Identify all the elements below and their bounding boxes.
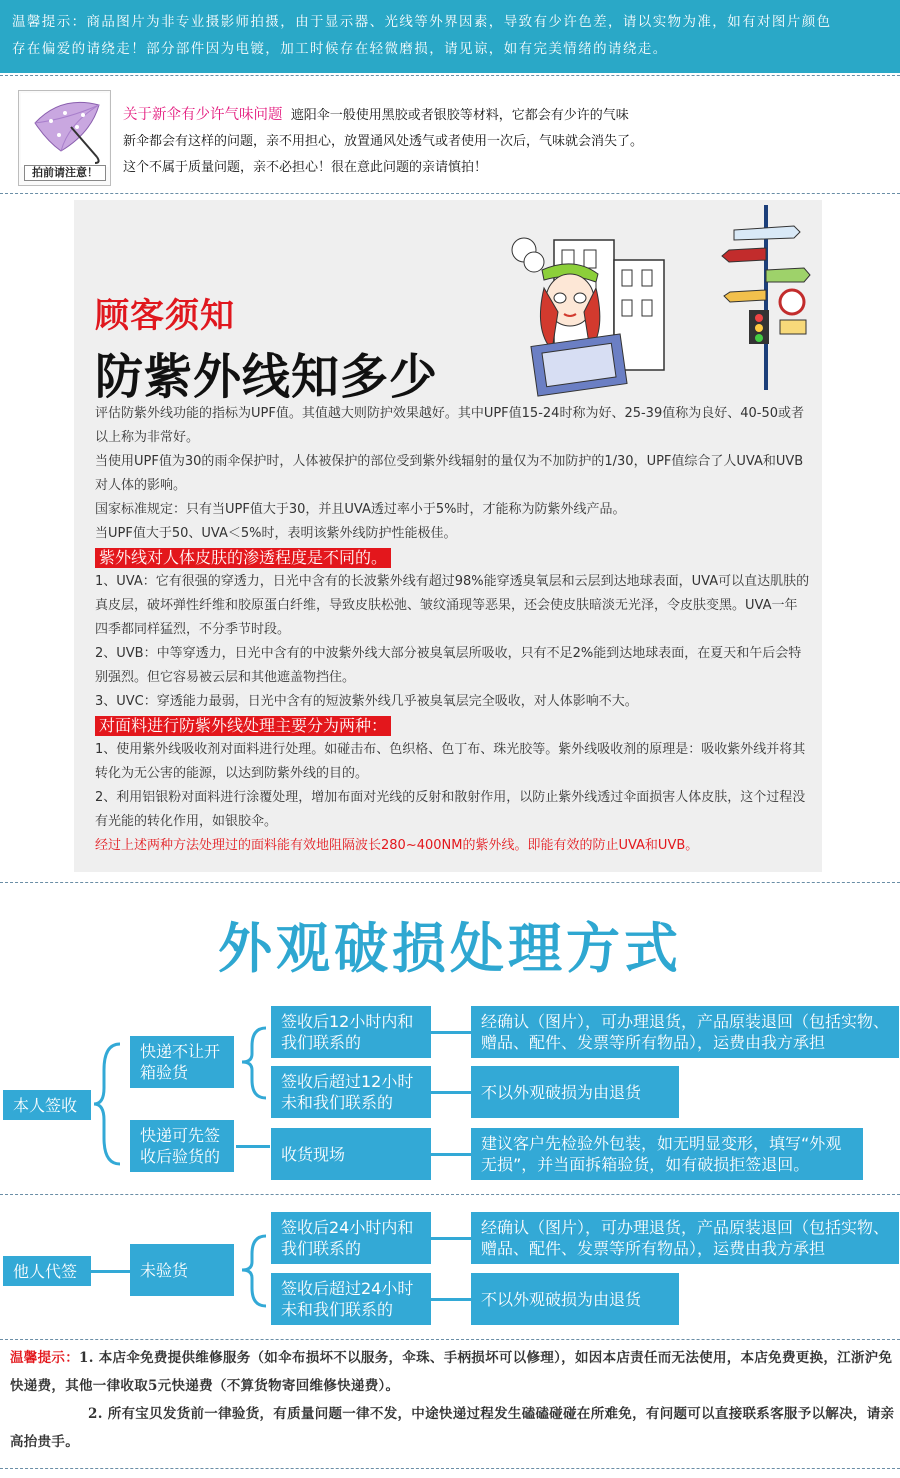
banner-line-2: 存在偏爱的请绕走！部分部件因为电镀，加工时候存在轻微磨损，请见谅，如有完美情绪的请绕走。 <box>12 41 668 57</box>
uv-paragraph-4: 当UPF值大于50、UVA＜5%时，表明该紫外线防护性能极佳。 <box>95 526 457 541</box>
connector-line <box>431 1237 471 1240</box>
no-inspect-box: 快递不让开箱验货 <box>130 1036 234 1088</box>
umbrella-photo <box>18 90 111 186</box>
method-1-paragraph: 1、使用紫外线吸收剂对面料进行处理。如碰击布、色织格、色丁布、珠光胶等。紫外线吸收剂的原理是：吸收紫外线并将其转化为无公害的能源，以达到防紫外线的目的。 <box>95 742 806 781</box>
notice-heading: 关于新伞有少许气味问题 <box>123 107 283 123</box>
highlight-fabric-treatment: 对面料进行防紫外线处理主要分为两种： <box>95 716 391 736</box>
no-return-box: 不以外观破损为由退货 <box>471 1066 679 1118</box>
self-sign-box: 本人签收 <box>3 1090 91 1120</box>
highlight-skin-penetration: 紫外线对人体皮肤的渗透程度是不同的。 <box>95 548 391 568</box>
tips-label: 温馨提示： <box>10 1350 79 1366</box>
girl-street-illustration <box>504 200 822 405</box>
tip-1-text: 1. 本店伞免费提供维修服务（如伞布损坏不以服务，伞珠、手柄损坏可以修理），如因本店责任而无法使用，本店免费更换，江浙沪免快递费，其他一律收取5元快递费（不算货物寄回维修快递费）。 <box>10 1350 893 1394</box>
divider <box>0 882 900 883</box>
uv-paragraph-3: 国家标准规定：只有当UPF值大于30，并且UVA透过率小于5%时，才能称为防紫外线产品。 <box>95 502 626 517</box>
notice-line-3: 这个不属于质量问题，亲不必担心！很在意此问题的亲请慎拍！ <box>123 160 488 175</box>
tip-2: 2. 所有宝贝发货前一律验货，有质量问题一律不发，中途快递过程发生磕磕碰碰在所难免，有问题可以直接联系客服予以解决，请亲高抬贵手。 <box>10 1406 895 1450</box>
uv-knowledge-panel <box>74 200 822 872</box>
divider <box>0 1339 900 1340</box>
umbrella-icon <box>21 93 109 167</box>
uv-article <box>95 402 810 858</box>
over-12h-box: 签收后超过12小时未和我们联系的 <box>271 1066 431 1118</box>
brace-icon <box>234 1212 274 1328</box>
top-warning-banner <box>0 0 900 73</box>
uvb-paragraph: 2、UVB：中等穿透力，日光中含有的中波紫外线大部分被臭氧层所吸收，只有不足2%能到达地球表面，在夏天和午后会特别强烈。但它容易被云层和其他遮盖物挡住。 <box>95 646 802 685</box>
connector-line <box>431 1153 471 1156</box>
notice-line-1 <box>123 102 863 129</box>
banner-line-1: 温馨提示：商品图片为非专业摄影师拍摄，由于显示器、光线等外界因素，导致有少许色差，请以实物为准，如有对图片颜色 <box>12 14 832 30</box>
uv-paragraph-2: 当使用UPF值为30的雨伞保护时，人体被保护的部位受到紫外线辐射的量仅为不加防护的1/30，UPF值综合了人UVA和UVB对人体的影响。 <box>95 454 804 493</box>
method-2-paragraph: 2、利用铝银粉对面料进行涂覆处理，增加布面对光线的反射和散射作用，以防止紫外线透过伞面损害人体皮肤，这个过程没有光能的转化作用，如银胶伞。 <box>95 790 806 829</box>
connector-line <box>431 1031 471 1034</box>
damage-handling-title: 外观破损处理方式 <box>218 917 682 980</box>
return-approved-box-2: 经确认（图片），可办理退货，产品原装退回（包括实物、赠品、配件、发票等所有物品），运费由我方承担 <box>471 1212 899 1264</box>
notice-text <box>123 102 863 181</box>
connector-line <box>91 1270 130 1273</box>
brace-icon <box>90 1030 130 1170</box>
can-inspect-box: 快递可先签收后验货的 <box>130 1120 234 1172</box>
divider <box>0 75 900 76</box>
uvc-paragraph: 3、UVC：穿透能力最弱，日光中含有的短波紫外线几乎被臭氧层完全吸收，对人体影响不大。 <box>95 694 638 709</box>
divider <box>0 1468 900 1469</box>
within-24h-box: 签收后24小时内和我们联系的 <box>271 1212 431 1264</box>
not-inspected-box: 未验货 <box>130 1244 234 1296</box>
brace-icon <box>234 1006 274 1120</box>
customer-notice-title: 顾客须知 <box>95 296 235 336</box>
image-caption: 拍前请注意！ <box>24 165 106 181</box>
uv-conclusion: 经过上述两种方法处理过的面料能有效地阻隔波长280~400NM的紫外线。即能有效的防止UVA和UVB。 <box>95 838 699 853</box>
divider <box>0 1194 900 1195</box>
connector-line <box>431 1091 471 1094</box>
bottom-tips <box>10 1344 895 1456</box>
uv-title: 防紫外线知多少 <box>95 349 439 405</box>
other-sign-box: 他人代签 <box>3 1256 91 1286</box>
advise-inspect-box: 建议客户先检验外包装，如无明显变形，填写“外观无损”，并当面拆箱验货，如有破损拒签退回。 <box>471 1128 863 1180</box>
return-approved-box: 经确认（图片），可办理退货，产品原装退回（包括实物、赠品、配件、发票等所有物品），运费由我方承担 <box>471 1006 899 1058</box>
notice-line-2: 新伞都会有这样的问题，亲不用担心，放置通风处透气或者使用一次后，气味就会消失了。 <box>123 134 644 149</box>
connector-line <box>431 1298 471 1301</box>
notice-line-1-rest: 遮阳伞一般使用黑胶或者银胶等材料，它都会有少许的气味 <box>290 108 629 123</box>
connector-line <box>236 1145 270 1148</box>
tip-1 <box>10 1344 895 1400</box>
no-return-box-2: 不以外观破损为由退货 <box>471 1273 679 1325</box>
uv-paragraph-1: 评估防紫外线功能的指标为UPF值。其值越大则防护效果越好。其中UPF值15-24时称为好、25-39值称为良好、40-50或者以上称为非常好。 <box>95 406 804 445</box>
within-12h-box: 签收后12小时内和我们联系的 <box>271 1006 431 1058</box>
divider <box>0 193 900 194</box>
over-24h-box: 签收后超过24小时未和我们联系的 <box>271 1273 431 1325</box>
uva-paragraph: 1、UVA：它有很强的穿透力，日光中含有的长波紫外线有超过98%能穿透臭氧层和云层到达地球表面，UVA可以直达肌肤的真皮层，破坏弹性纤维和胶原蛋白纤维，导致皮肤松弛、皱纹涌现等恶果，还会使皮肤暗淡无光泽，令皮肤变黑。UVA一年四季都同样猛烈，不分季节时段。 <box>95 574 810 637</box>
on-site-box: 收货现场 <box>271 1128 431 1180</box>
odor-notice <box>0 80 900 192</box>
